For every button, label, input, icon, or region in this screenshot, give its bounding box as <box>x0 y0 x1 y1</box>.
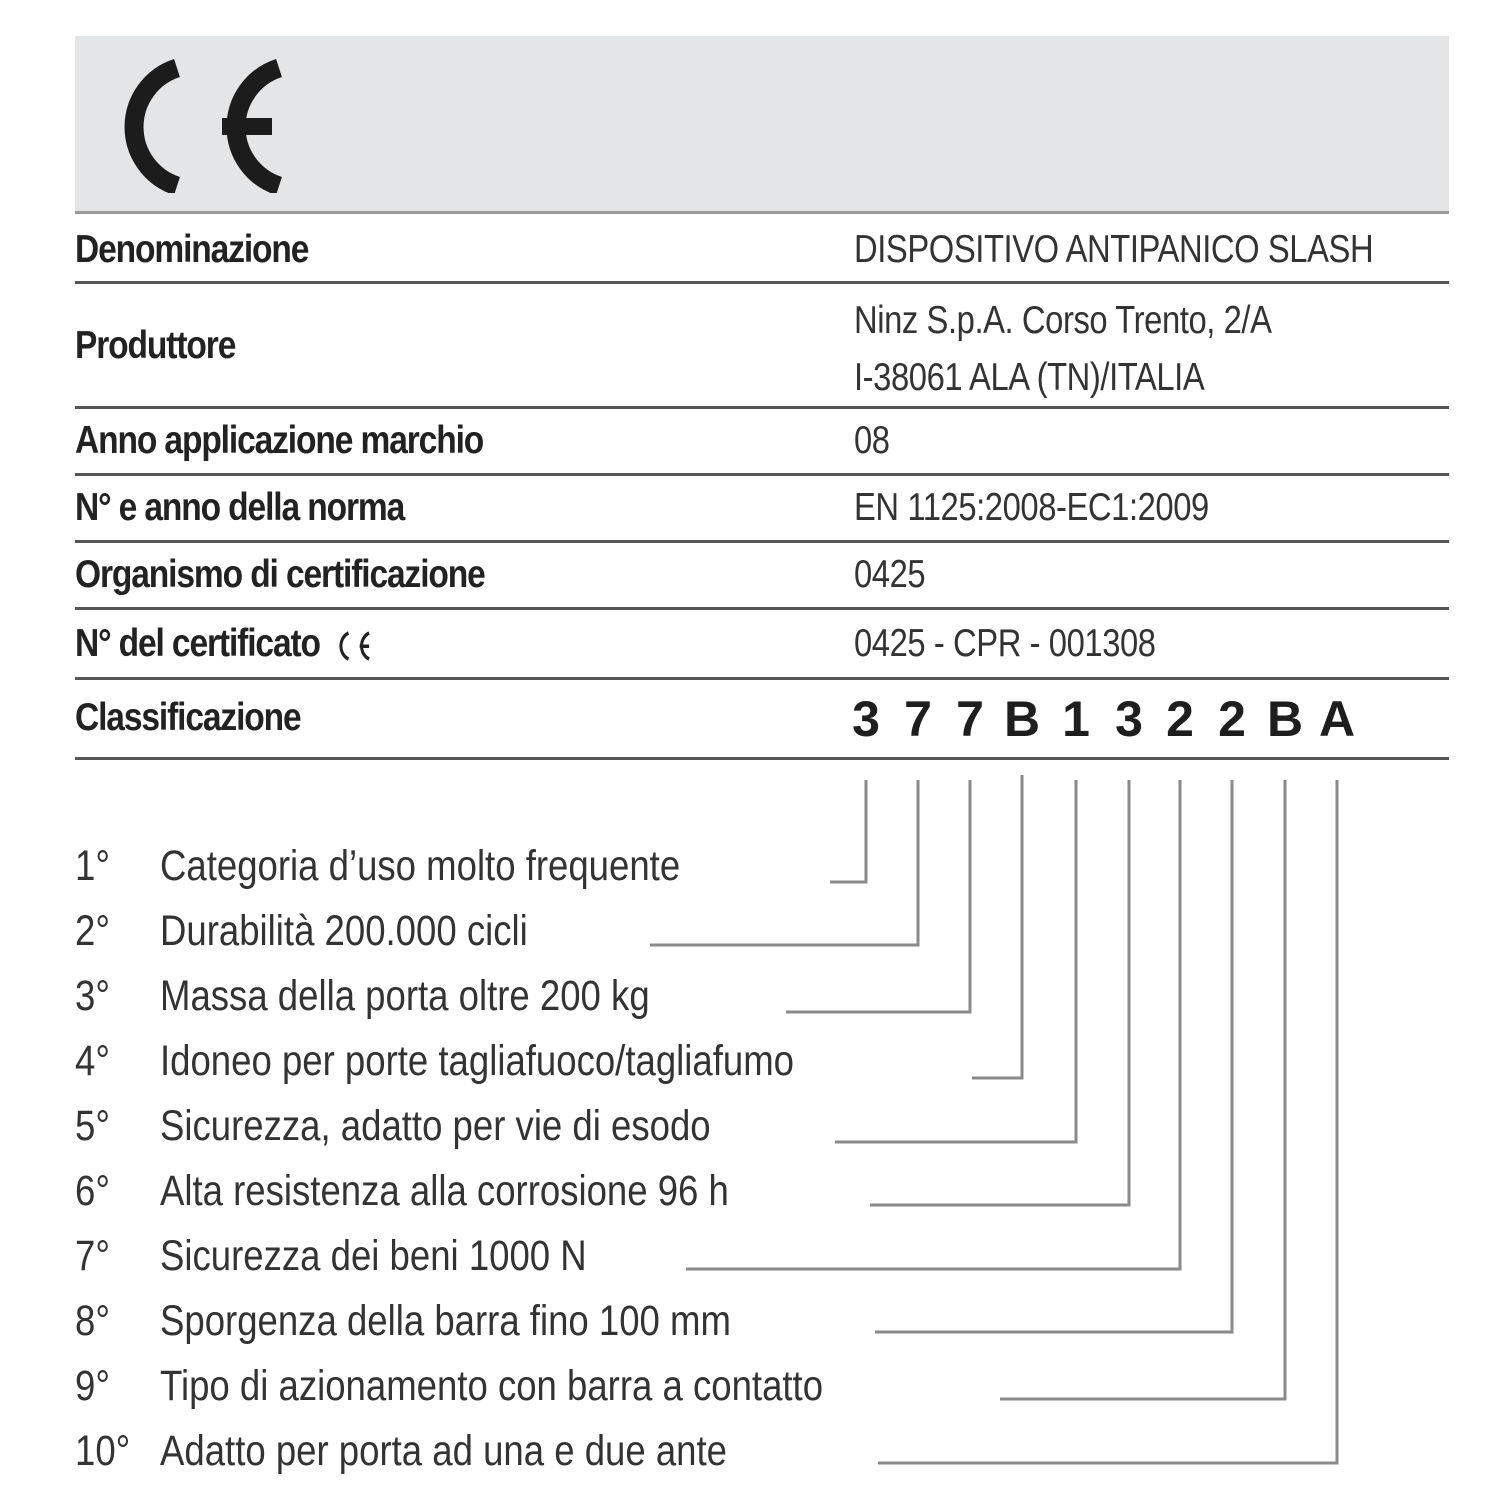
classification-char-4: B <box>1003 691 1041 747</box>
classification-char-2: 7 <box>904 691 932 747</box>
leader-line-7 <box>686 780 1180 1269</box>
legend-item-7: 7° Sicurezza dei beni 1000 N <box>75 1232 587 1280</box>
row-label: N° e anno della norma <box>75 486 405 529</box>
legend-item-8: 8° Sporgenza della barra fino 100 mm <box>75 1297 731 1345</box>
legend-item-2: 2° Durabilità 200.000 cicli <box>75 907 528 955</box>
leader-line-5 <box>835 780 1076 1142</box>
ce-mark-small-icon <box>332 629 384 663</box>
leader-line-4 <box>972 775 1022 1078</box>
legend-item-3: 3° Massa della porta oltre 200 kg <box>75 972 650 1020</box>
classification-char-3: 7 <box>956 691 984 747</box>
row-organismo <box>75 543 1449 610</box>
row-value: EN 1125:2008-EC1:2009 <box>854 486 1209 529</box>
classification-char-10: A <box>1318 691 1356 747</box>
row-label-text: N° del certificato <box>75 622 320 665</box>
classification-char-6: 3 <box>1115 691 1143 747</box>
legend-item-10: 10° Adatto per porta ad una e due ante <box>75 1427 727 1475</box>
row-anno-applicazione <box>75 409 1449 476</box>
row-label: Denominazione <box>75 228 309 271</box>
legend-item-4: 4° Idoneo per porte tagliafuoco/tagliafumo <box>75 1037 794 1085</box>
leader-line-8 <box>875 780 1232 1332</box>
row-label <box>75 622 383 666</box>
row-denominazione <box>75 216 1449 284</box>
row-classificazione <box>75 680 1449 760</box>
row-label: Anno applicazione marchio <box>75 419 484 462</box>
leader-line-2 <box>650 780 918 945</box>
row-label: Classificazione <box>75 696 301 739</box>
classification-char-8: 2 <box>1218 691 1246 747</box>
leader-line-9 <box>1000 780 1285 1399</box>
classification-char-7: 2 <box>1166 691 1194 747</box>
row-value-line1: Ninz S.p.A. Corso Trento, 2/A <box>854 299 1272 342</box>
row-value: DISPOSITIVO ANTIPANICO SLASH <box>854 228 1374 271</box>
row-value-line2: I-38061 ALA (TN)/ITALIA <box>854 356 1205 399</box>
row-certificato <box>75 610 1449 680</box>
leader-line-6 <box>870 780 1129 1205</box>
leader-line-10 <box>878 780 1337 1463</box>
row-produttore <box>75 284 1449 409</box>
classification-char-1: 3 <box>852 691 880 747</box>
row-value: 0425 - CPR - 001308 <box>854 622 1156 665</box>
row-label: Organismo di certificazione <box>75 553 485 596</box>
leader-line-3 <box>786 780 970 1012</box>
header-band <box>75 36 1449 214</box>
leader-line-1 <box>830 780 866 882</box>
classification-char-9: B <box>1266 691 1304 747</box>
classification-char-5: 1 <box>1062 691 1090 747</box>
ce-mark-icon <box>97 58 287 193</box>
row-value: 08 <box>854 419 890 462</box>
row-norma <box>75 476 1449 543</box>
row-value: 0425 <box>854 553 926 596</box>
legend-item-6: 6° Alta resistenza alla corrosione 96 h <box>75 1167 729 1215</box>
legend-item-5: 5° Sicurezza, adatto per vie di esodo <box>75 1102 711 1150</box>
row-label: Produttore <box>75 324 236 367</box>
legend-item-9: 9° Tipo di azionamento con barra a contatto <box>75 1362 824 1410</box>
legend-item-1: 1° Categoria d’uso molto frequente <box>75 842 681 890</box>
